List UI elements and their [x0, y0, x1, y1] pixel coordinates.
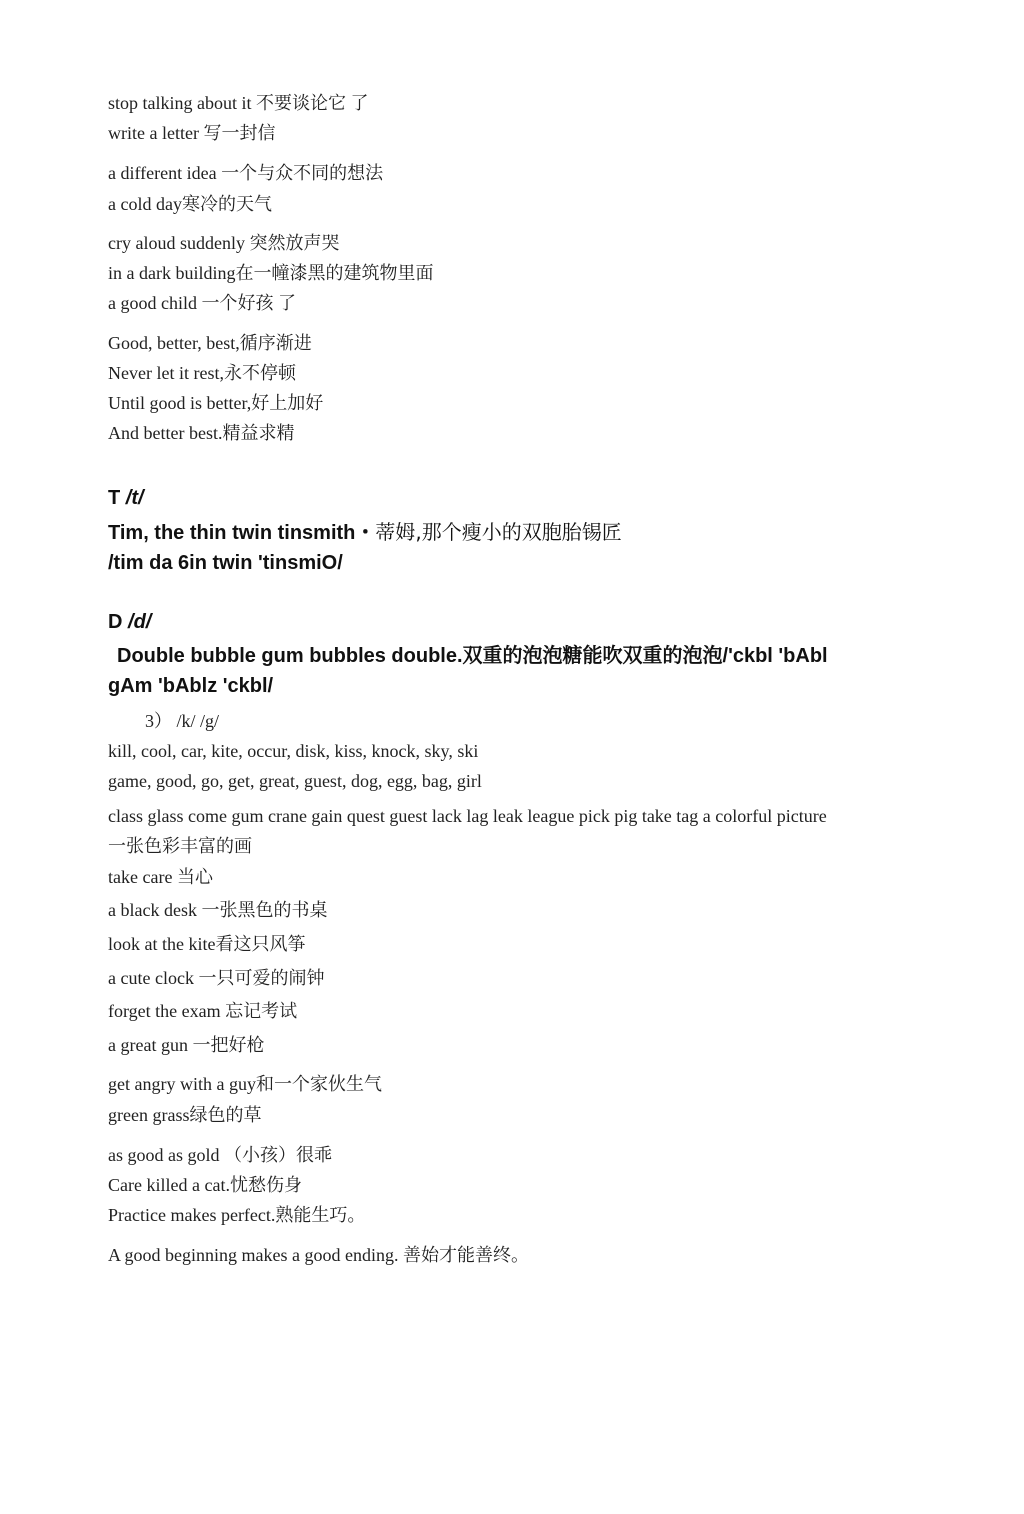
phoneme-symbol: /t/ — [125, 487, 144, 509]
text-line: in a dark building在一幢漆黑的建筑物里面 — [108, 263, 434, 283]
word-list: kill, cool, car, kite, occur, disk, kiss, knock, sky, ski — [108, 741, 479, 761]
section-heading-t — [108, 486, 144, 510]
word-pairs-cont: 一张色彩丰富的画 — [108, 836, 252, 856]
phrase-line: green grass绿色的草 — [108, 1105, 262, 1125]
text-line: a cold day寒冷的天气 — [108, 194, 272, 214]
text-line: stop talking about it 不要谈论它 了 — [108, 93, 369, 113]
word-list: game, good, go, get, great, guest, dog, egg, bag, girl — [108, 771, 482, 791]
phrase-line: a cute clock 一只可爱的闹钟 — [108, 968, 325, 988]
phrase-line: look at the kite看这只风筝 — [108, 934, 306, 954]
tongue-twister-d-cont: gAm 'bAblz 'ckbl/ — [108, 675, 274, 697]
proverb-line: Care killed a cat.忧愁伤身 — [108, 1175, 302, 1195]
poem-line: Until good is better,好上加好 — [108, 393, 324, 413]
phrase-line: a black desk 一张黑色的书桌 — [108, 900, 328, 920]
tongue-twister-text: Tim, the thin twin tinsmith・ — [108, 522, 376, 544]
phrase-line: take care 当心 — [108, 867, 213, 887]
phonetic-transcription: /tim da 6in twin 'tinsmiO/ — [108, 552, 343, 574]
text-line: a different idea 一个与众不同的想法 — [108, 163, 384, 183]
text-line: write a letter 写一封信 — [108, 123, 276, 143]
phoneme-symbol: /d/ — [128, 611, 152, 633]
proverb-line: Practice makes perfect.熟能生巧。 — [108, 1205, 366, 1225]
section-letter: D — [108, 611, 123, 633]
sub-heading: 3） /k/ /g/ — [145, 711, 220, 731]
tongue-twister-t — [108, 520, 622, 545]
poem-line: Good, better, best,循序渐进 — [108, 333, 312, 353]
tongue-twister-translation: 蒂姆,那个瘦小的双胞胎锡匠 — [375, 520, 622, 544]
poem-line: Never let it rest,永不停顿 — [108, 363, 296, 383]
proverb-line: as good as gold （小孩）很乖 — [108, 1145, 332, 1165]
section-letter: T — [108, 487, 121, 509]
phrase-line: get angry with a guy和一个家伙生气 — [108, 1074, 382, 1094]
text-line: cry aloud suddenly 突然放声哭 — [108, 233, 340, 253]
poem-line: And better best.精益求精 — [108, 423, 295, 443]
tongue-twister-d: Double bubble gum bubbles double.双重的泡泡糖能吹双重的泡泡/'ckbl 'bAbl — [117, 645, 828, 667]
proverb-line: A good beginning makes a good ending. 善始才能善终。 — [108, 1245, 529, 1265]
section-heading-d — [108, 610, 151, 634]
text-line: a good child 一个好孩 了 — [108, 293, 296, 313]
phrase-line: forget the exam 忘记考试 — [108, 1001, 298, 1021]
word-pairs: class glass come gum crane gain quest guest lack lag leak league pick pig take tag a colorful picture — [108, 806, 827, 826]
phrase-line: a great gun 一把好枪 — [108, 1035, 265, 1055]
